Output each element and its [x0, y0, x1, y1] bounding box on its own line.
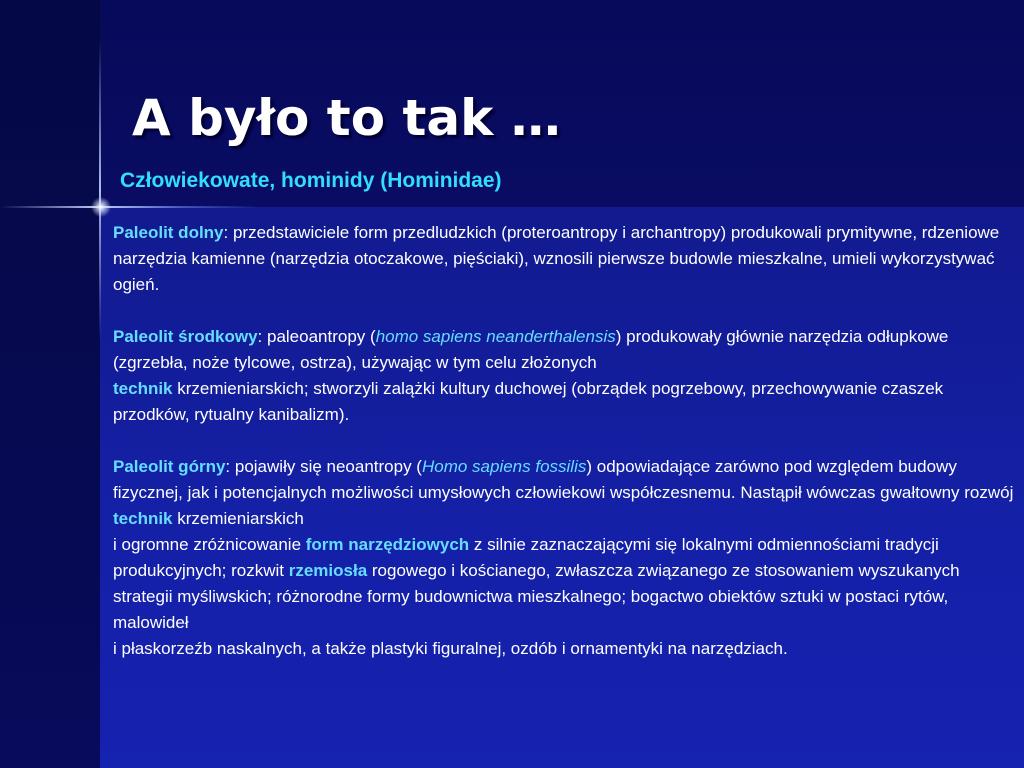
- paragraph-text: : pojawiły się neoantropy (: [225, 457, 422, 476]
- species-name: Homo sapiens fossilis: [421, 457, 587, 476]
- paragraph-text: ) odpowiadające zarówno pod względem budowy fizycznej, jak i potencjalnych możliwości umysłowych człowiekowi współczesnemu. Nastąpił wówczas gwałtowny rozwój: [113, 457, 1014, 502]
- paragraph-text: : paleoantropy (: [257, 327, 376, 346]
- left-band-decoration: [0, 0, 100, 768]
- species-name: homo sapiens neanderthalensis: [375, 327, 616, 346]
- keyword-technik: technik: [113, 379, 173, 398]
- paragraph-text: rogowego i kościanego, zwłaszcza związanego ze stosowaniem wyszukanych strategii myśliwskich; różnorodne formy budownictwa mieszkalnego; bogactwo obiektów sztuki w postaci rytów, malowideł: [113, 561, 960, 632]
- paragraph-text: krzemieniarskich: [172, 509, 304, 528]
- slide-subtitle: Człowiekowate, hominidy (Hominidae): [120, 169, 502, 192]
- term-upper-paleolithic: Paleolit górny: [113, 457, 226, 476]
- paragraph-text: z silnie zaznaczającymi się lokalnymi odmiennościami tradycji produkcyjnych; rozkwit: [113, 535, 939, 580]
- keyword-rzemiosla: rzemiosła: [288, 561, 368, 580]
- slide-body: [113, 220, 1018, 688]
- paragraph-text: i ogromne zróżnicowanie: [113, 535, 306, 554]
- keyword-form-narzedziowych: form narzędziowych: [305, 535, 470, 554]
- paragraph-middle-paleolithic: [113, 324, 1018, 428]
- paragraph-text: ) produkowały głównie narzędzia odłupkowe (zgrzebła, noże tylcowe, ostrza), używając w tym celu złożonych: [113, 327, 949, 372]
- horizontal-light-line: [0, 206, 260, 208]
- paragraph-lower-paleolithic: [113, 220, 1018, 298]
- paragraph-text: krzemieniarskich; stworzyli zalążki kultury duchowej (obrządek pogrzebowy, przechowywanie czaszek przodków, rytualny kanibalizm).: [113, 379, 944, 424]
- term-middle-paleolithic: Paleolit środkowy: [113, 327, 258, 346]
- slide-title: A było to tak …: [132, 89, 561, 147]
- term-lower-paleolithic: Paleolit dolny: [113, 223, 224, 242]
- sparkle-decoration: [90, 196, 112, 218]
- paragraph-text: i płaskorzeźb naskalnych, a także plastyki figuralnej, ozdób i ornamentyki na narzędziach.: [113, 639, 788, 658]
- paragraph-upper-paleolithic: [113, 454, 1018, 662]
- vertical-light-line: [99, 40, 101, 340]
- paragraph-text: : przedstawiciele form przedludzkich (proteroantropy i archantropy) produkowali prymitywne, rdzeniowe narzędzia kamienne (narzędzia otoczakowe, pięściaki), wznosili pierwsze budowle mieszkalne, umieli wykorzystywać ogień.: [113, 223, 1000, 294]
- keyword-technik: technik: [113, 509, 173, 528]
